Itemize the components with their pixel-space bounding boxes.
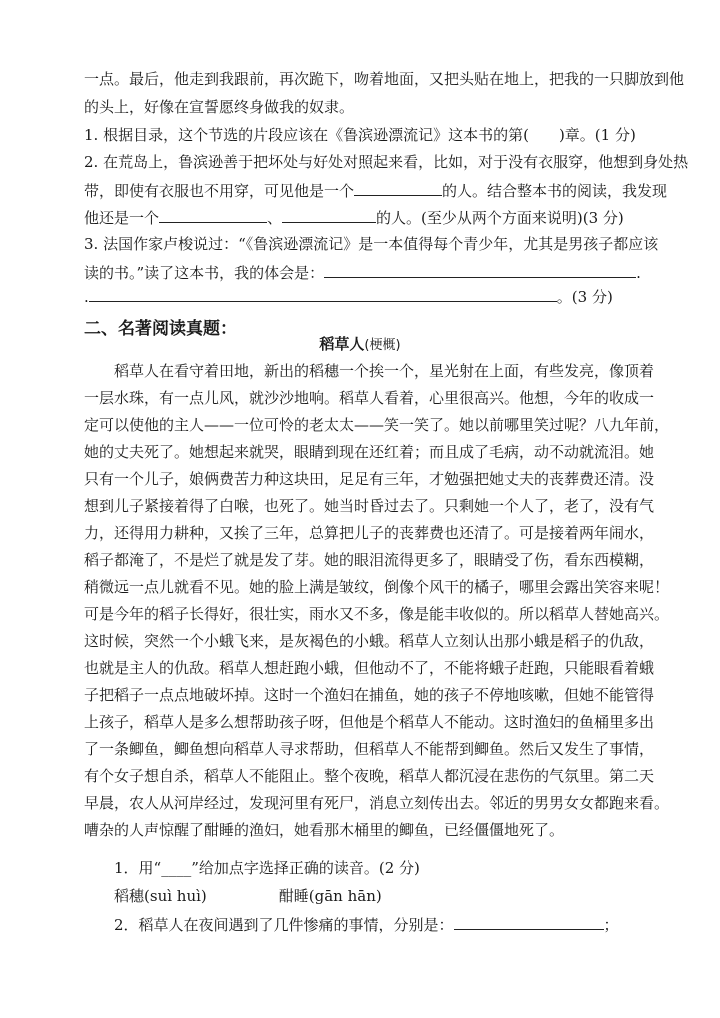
passage-line: 早晨，农人从河岸经过，发现河里有死尸，消息立刻传出去。邻近的男男女女都跑来看。 xyxy=(84,794,670,812)
passage-line: 上孩子，稻草人是多么想帮助孩子呀，但他是个稻草人不能动。这时渔妇的鱼桶里多出 xyxy=(84,713,655,731)
period: . xyxy=(84,288,89,306)
story-title-note: (梗概) xyxy=(364,338,401,353)
pinyin-options xyxy=(114,886,382,906)
question-2-text-c: 他还是一个 xyxy=(84,209,160,227)
question-1 xyxy=(84,125,636,145)
question-text: ”给加点字选择正确的读音。(2 分) xyxy=(191,859,420,877)
passage-line: 稻子都淹了，不是烂了就是发了芽。她的眼泪流得更多了，眼睛受了伤，看东西模糊， xyxy=(84,551,655,569)
passage-line: 可是今年的稻子长得好，很壮实，雨水又不多，像是能丰收似的。所以稻草人替她高兴。 xyxy=(84,605,670,623)
passage-line: 这时候，突然一个小蛾飞来，是灰褐色的小蛾。稻草人立刻认出那小蛾是稻子的仇敌， xyxy=(84,632,655,650)
question-3-line-1: 3. 法国作家卢梭说过：“《鲁滨逊漂流记》是一本值得每个青少年，尤其是男孩子都应该 xyxy=(84,235,659,253)
option-word: 稻穗 xyxy=(114,887,145,905)
question-2-text-b: 的人。结合整本书的阅读，我发现 xyxy=(442,182,668,200)
question-1-score: )章。(1 分) xyxy=(558,126,636,144)
question-1-text: 1. 根据目录，这个节选的片段应该在《鲁滨逊漂流记》这本书的第( xyxy=(84,126,529,144)
question-3-line-2 xyxy=(84,262,641,283)
option-pinyin[interactable]: (gān hān) xyxy=(308,887,382,905)
passage-line: 定可以使他的主人——一位可怜的老太太——笑一笑了。她以前哪里笑过呢？八九年前， xyxy=(84,416,670,434)
question-2-line-3 xyxy=(84,207,624,228)
answer-blank[interactable] xyxy=(454,914,604,930)
passage-question-2 xyxy=(114,914,619,935)
intro-line-2: 的头上，好像在宣誓愿终身做我的奴隶。 xyxy=(84,98,355,116)
separator: 、 xyxy=(267,209,283,227)
passage-line: 稻草人在看守着田地，新出的稻穗一个挨一个，星光射在上面，有些发亮，像顶着 xyxy=(114,362,655,380)
passage-line: 一层水珠，有一点儿风，就沙沙地响。稻草人看着，心里很高兴。他想，今年的收成一 xyxy=(84,389,655,407)
passage-line: 也就是主人的仇敌。稻草人想赶跑小蛾，但他动不了，不能将蛾子赶跑，只能眼看着蛾 xyxy=(84,659,655,677)
passage-line: 子把稻子一点点地破坏掉。这时一个渔妇在捕鱼，她的孩子不停地咳嗽，但她不能管得 xyxy=(84,686,655,704)
period: . xyxy=(636,264,641,282)
answer-blank[interactable] xyxy=(282,207,376,223)
passage-line: 她的丈夫死了。她想起来就哭，眼睛到现在还红着；而且成了毛病，动不动就流泪。她 xyxy=(84,443,655,461)
passage-question-1 xyxy=(114,858,420,878)
question-text: 1．用“ xyxy=(114,859,162,877)
passage-line: 有个女子想自杀，稻草人不能阻止。整个夜晚，稻草人都沉浸在悲伤的气氛里。第二天 xyxy=(84,767,655,785)
answer-blank[interactable] xyxy=(324,262,636,278)
passage-line: 力，还得用力耕种，又挨了三年，总算把儿子的丧葬费也还清了。可是接着两年闹水， xyxy=(84,524,655,542)
answer-blank[interactable] xyxy=(159,207,267,223)
question-2-text-a: 带，即使有衣服也不用穿，可见他是一个 xyxy=(84,182,355,200)
question-2-text-d: 的人。(至少从两个方面来说明)(3 分) xyxy=(376,209,624,227)
semicolon: ； xyxy=(603,916,619,934)
answer-blank[interactable] xyxy=(354,180,442,196)
story-title-text: 稻草人 xyxy=(319,335,365,353)
passage-line: 了一条鲫鱼，鲫鱼想向稻草人寻求帮助，但稻草人不能帮到鲫鱼。然后又发生了事情， xyxy=(84,740,655,758)
answer-blank[interactable] xyxy=(89,286,557,302)
question-3-score: 。(3 分) xyxy=(556,288,613,306)
question-3-text-a: 读的书。”读了这本书，我的体会是： xyxy=(84,264,325,282)
passage-line: 想到儿子紧接着得了白喉，也死了。她当时昏过去了。只剩她一个人了，老了，没有气 xyxy=(84,497,655,515)
passage-line: 稍微远一点儿就看不见。她的脸上满是皱纹，倒像个风干的橘子，哪里会露出笑容来呢！ xyxy=(84,578,670,596)
passage-line: 嘈杂的人声惊醒了酣睡的渔妇，她看那木桶里的鲫鱼，已经僵僵地死了。 xyxy=(84,821,565,839)
question-2-line-1: 2. 在荒岛上，鲁滨逊善于把坏处与好处对照起来看，比如，对于没有衣服穿，他想到身处热 xyxy=(84,153,689,171)
question-text: 2．稻草人在夜间遇到了几件惨痛的事情，分别是： xyxy=(114,916,454,934)
question-3-line-3 xyxy=(84,286,613,307)
underline-mark: ____ xyxy=(161,859,192,877)
section-heading: 二、名著阅读真题： xyxy=(84,319,237,339)
story-title xyxy=(0,333,720,354)
intro-line-1: 一点。最后，他走到我跟前，再次跪下，吻着地面，又把头贴在地上，把我的一只脚放到他 xyxy=(84,70,685,88)
question-2-line-2 xyxy=(84,180,667,201)
option-pinyin[interactable]: (suì huì) xyxy=(144,887,207,905)
passage-line: 只有一个儿子，娘俩费苦力种这块田，足足有三年，才勉强把她丈夫的丧葬费还清。没 xyxy=(84,470,655,488)
option-word: 酣睡 xyxy=(278,887,309,905)
